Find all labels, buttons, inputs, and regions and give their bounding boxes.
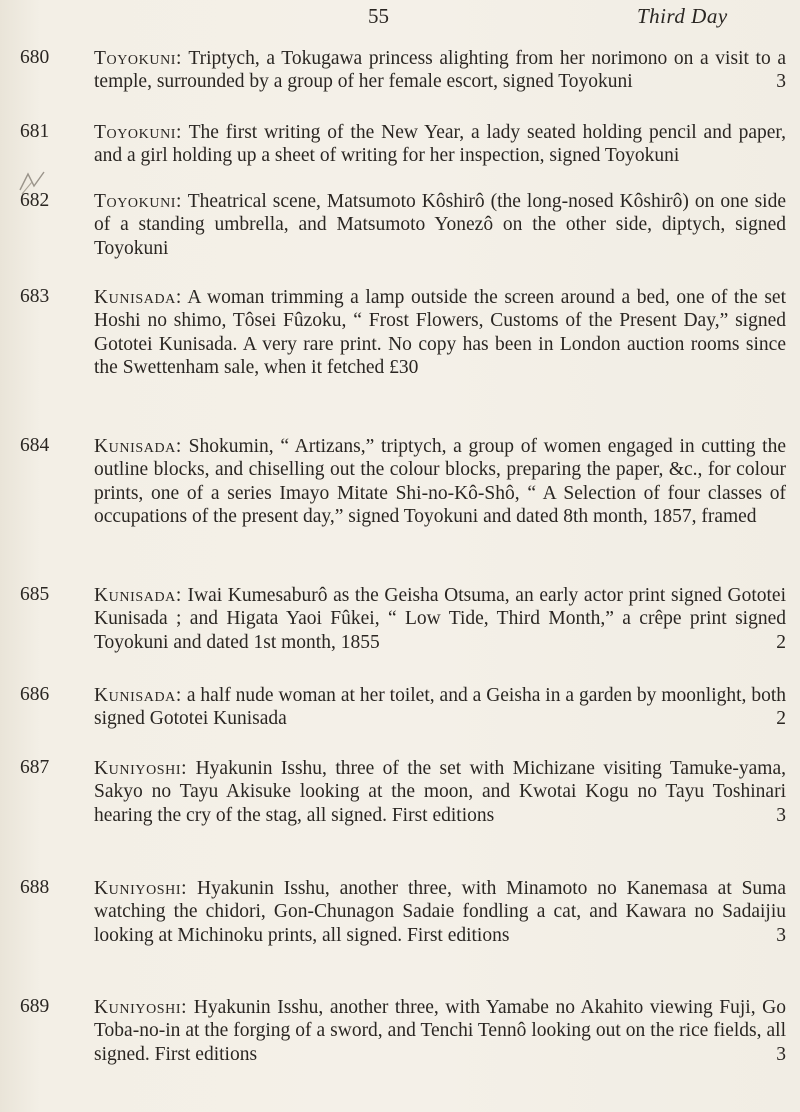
lot-artist: Kuniyoshi:: [94, 997, 188, 1018]
lot-text: Triptych, a Tokugawa princess alighting from her norimono on a visit to a temple, surrounded by a group of her female escort, signed Toyokuni: [94, 48, 786, 93]
lot-quantity: 2: [776, 631, 786, 653]
lot-text: Hyakunin Isshu, another three, with Yamabe no Akahito viewing Fuji, Go Toba-no-in at the forging of a sword, and Tenchi Tennô looking out on the rice fields, all signed. First editions: [94, 997, 787, 1065]
lot-number: 683: [20, 286, 50, 307]
lot-artist: Kunisada:: [94, 685, 182, 706]
lot-description: [94, 584, 786, 654]
lot-text: Theatrical scene, Matsumoto Kôshirô (the long-nosed Kôshirô) on one side of a standing umbrella, and Matsumoto Yonezô on the other side, diptych, signed Toyokuni: [94, 191, 786, 259]
lot-text: Iwai Kumesaburô as the Geisha Otsuma, an early actor print signed Gototei Kunisada ; and Higata Yaoi Fûkei, “ Low Tide, Third Month,” a crêpe print signed Toyokuni and dated 1st month, 1855: [94, 585, 786, 653]
lot-text: a half nude woman at her toilet, and a Geisha in a garden by moonlight, both signed Gototei Kunisada: [94, 685, 786, 730]
lot-artist: Kunisada:: [94, 436, 182, 457]
lot-text: A woman trimming a lamp outside the screen around a bed, one of the set Hoshi no shimo, Tôsei Fûzoku, “ Frost Flowers, Customs of the Present Day,” signed Gototei Kunisada. A very rare print. No copy has been in London auction rooms since the Swettenham sale, when it fetched £30: [94, 287, 786, 379]
lot-number: 684: [20, 435, 50, 456]
lot-number: 687: [20, 757, 50, 778]
lot-quantity: 2: [776, 708, 786, 730]
lot-description: [94, 121, 786, 168]
lot-number: 686: [20, 684, 50, 705]
lot-artist: Toyokuni:: [94, 122, 183, 143]
page-header: [0, 4, 800, 34]
lot-quantity: 3: [776, 1043, 786, 1065]
day-title: Third Day: [637, 4, 728, 28]
lot-number: 682: [20, 190, 50, 211]
lot-description: [94, 286, 786, 380]
lot-artist: Kuniyoshi:: [94, 878, 188, 899]
lot-artist: Kunisada:: [94, 585, 182, 606]
lot-description: [94, 47, 786, 94]
lot-number: 685: [20, 584, 50, 605]
lot-description: [94, 757, 786, 827]
lot-artist: Toyokuni:: [94, 48, 183, 69]
lot-number: 689: [20, 996, 50, 1017]
lot-text: Hyakunin Isshu, another three, with Minamoto no Kanemasa at Suma watching the chidori, Gon-Chunagon Sadaie fondling a cat, and Kawara no Sadaijiu looking at Michinoku prints, all signed. First editions: [94, 878, 786, 946]
lot-number: 680: [20, 47, 50, 68]
lot-quantity: 3: [776, 924, 786, 946]
lot-description: [94, 435, 786, 529]
lot-description: [94, 877, 786, 947]
lot-text: The first writing of the New Year, a lady seated holding pencil and paper, and a girl holding up a sheet of writing for her inspection, signed Toyokuni: [94, 122, 786, 167]
lot-quantity: 3: [776, 804, 786, 826]
lot-description: [94, 190, 786, 260]
lot-artist: Toyokuni:: [94, 191, 183, 212]
lot-quantity: 3: [776, 71, 786, 93]
lot-text: Hyakunin Isshu, three of the set with Michizane visiting Tamuke-yama, Sakyo no Tayu Akisuke looking at the moon, and Kwotai Kogu no Tayu Toshinari hearing the cry of the stag, all signed. First editions: [94, 758, 787, 826]
lot-description: [94, 684, 786, 731]
lot-artist: Kunisada:: [94, 287, 182, 308]
lot-description: [94, 996, 786, 1066]
page-number: 55: [368, 4, 389, 28]
lot-number: 688: [20, 877, 50, 898]
lot-text: Shokumin, “ Artizans,” triptych, a group of women engaged in cutting the outline blocks, and chiselling out the colour blocks, preparing the paper, &c., for colour prints, one of a series Imayo Mitate Shi-no-Kô-Shô, “ A Selection of four classes of occupations of the present day,” signed Toyokuni and dated 8th month, 1857, framed: [94, 436, 786, 528]
lot-number: 681: [20, 121, 50, 142]
lot-artist: Kuniyoshi:: [94, 758, 188, 779]
